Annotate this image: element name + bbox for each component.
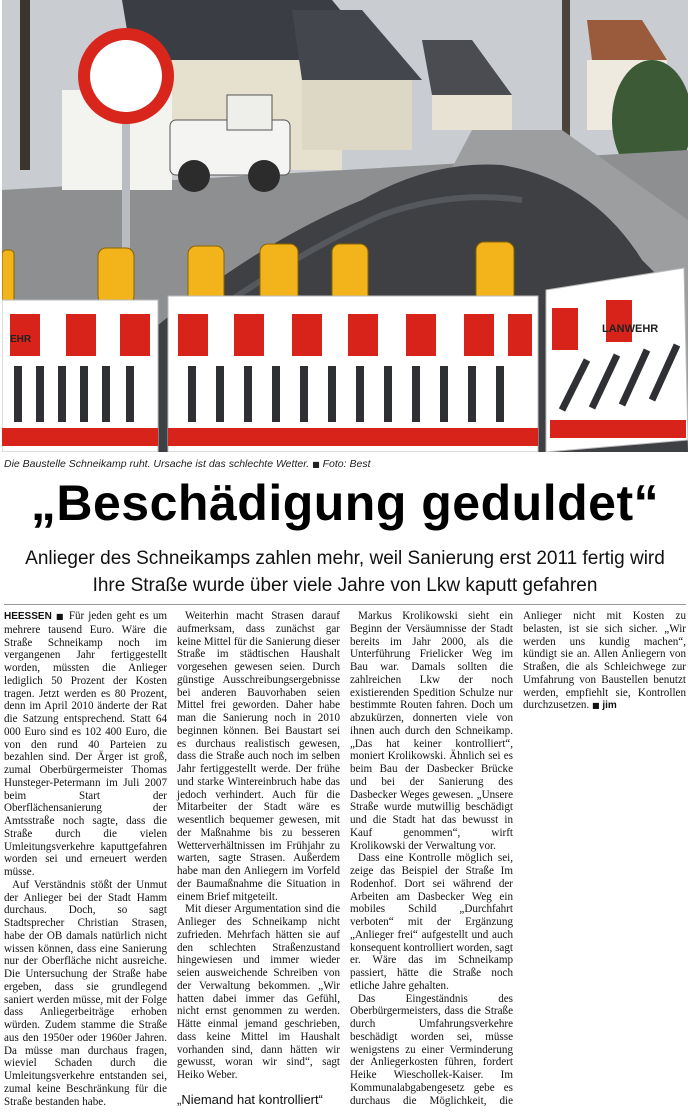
paragraph-text: Für jeden geht es um mehrere tausend Euro. Wäre die Straße Schneikamp noch im vergangenen Jahr fertiggestellt worden, müssten die Anlieger lediglich 50 Prozent der Kosten tragen. Jetzt werden es 80 Prozent, denn im April 2010 änderte der Rat die Satzung entsprechend. Statt 64 000 Euro sind es 102 400 Euro, die von den rund 40 Parteien zu bezahlen sind. Der Ärger ist groß, zumal Oberbürgermeister Thomas Hunsteger-Petermann im Juli 2007 beim Start der Oberflächensanierung der Amtsstraße noch sagte, dass die Straße durch die vielen Umleitungsverkehre kaputtgefahren worden sei und erneuert werden müsse. — [4, 610, 168, 878]
article-subhead: „Niemand hat kontrolliert“ — [177, 1091, 323, 1107]
article-paragraph: Mit dieser Argumentation sind die Anlieger des Schneikamp nicht zufrieden. Mehrfach hätten sie auf den schlechten Straßenzustand hingewiesen und immer wieder seien ausweichende Schreiben von der Verwaltung bekommen. „Wir hatten dabei immer das Gefühl, nicht ernst genommen zu werden. Hätte einmal jemand geschrieben, dass keine Mittel im Haushalt vorhanden sind, dann hätten wir gewusst, woran wir sind“, sagt Heiko Weber. — [177, 903, 340, 1081]
article-paragraph: Auf Verständnis stößt der Unmut der Anlieger bei der Stadt Hamm durchaus. Doch, so sagt Stadtsprecher Christian Strasen, habe der OB damals natürlich nicht wissen können, dass eine Sanierung nur der Oberfläche nicht ausreiche. Die Untersuchung der Straße habe ergeben, dass sie grundlegend saniert werden müsse, mit der Folge dass Anliegerbeiträge erhoben würden. Zudem stamme die Straße aus den 1950er oder 1960er Jahren. Da müsse man durchaus fragen, wieviel Schaden durch die Umleitungsverkehre entstanden sei, zumal keine Beschränkung für die Straße bestanden habe. — [4, 878, 167, 1108]
barrier-logo: LANWEHR — [602, 323, 659, 335]
photo-caption — [4, 458, 684, 470]
subheadline-1: Anlieger des Schneikamps zahlen mehr, weil Sanierung erst 2011 fertig wird — [25, 548, 665, 569]
caption-text: Die Baustelle Schneikamp ruht. Ursache ist das schlechte Wetter. — [4, 458, 310, 470]
divider — [4, 604, 686, 605]
article-paragraph: Weiterhin macht Strasen darauf aufmerksam, dass zunächst gar keine Mittel für die Sanierung dieser Straße im städtischen Haushalt vorgesehen gewesen seien. Durch günstige Ausschreibungsergebnisse bei anderen Bauvorhaben seien Mittel frei geworden. Daher habe man die Sanierung noch in 2010 beginnen können. Bei Baustart sei es durchaus realistisch gewesen, dass die Straße auch noch im selben Jahr fertiggestellt werde. Der frühe und starke Wintereinbruch habe das jedoch verhindert. Auch für die Mitarbeiter der Stadt wäre es wesentlich bequemer gewesen, mit der Maßnahme bis zu besseren Wetterverhältnissen im Frühjahr zu warten, sagte Strasen. Außerdem habe man den Anliegern im Vorfeld der Baumaßnahme die Situation in einem Brief mitgeteilt. — [177, 610, 340, 903]
article-paragraph: Markus Krolikowski sieht ein Beginn der Versäumnisse der Stadt bereits im Jahr 2000, als die Unterführung Frielicker Weg im Bau war. Damals sollten die zahlreichen Lkw der noch existierenden Spedition Schulze nur bestimmte Routen fahren. Doch um abzukürzen, donnerten viele von ihnen auch durch den Schneikamp. „Das hat keiner kontrolliert“, moniert Krolikowski. Ähnlich sei es beim Bau der Dasbecker Brücke und bei der Sanierung des Dasbecker Weges gewesen. „Unsere Straße wurde mutwillig beschädigt und die Stadt hat das bewusst in Kauf genommen“, wirft Krolikowski der Verwaltung vor. — [350, 610, 513, 852]
caption-credit: Foto: Best — [322, 458, 371, 470]
headline: „Beschädigung geduldet“ — [30, 475, 660, 531]
author: jim — [602, 700, 617, 712]
article-paragraph — [4, 610, 167, 879]
dateline: HEESSEN — [4, 611, 52, 622]
article-paragraph: Dass eine Kontrolle möglich sei, zeige das Beispiel der Straße Im Rodenhof. Dort sei während der Arbeiten am Dasbecker Weg ein mobiles Schild „Durchfahrt verboten“ mit der Ergänzung „Anlieger frei“ aufgestellt und auch konsequent kontrolliert worden, sagt er. Wäre das im Schneikamp passiert, hätte die Straße noch etliche Jahre gehalten. — [350, 852, 513, 992]
square-bullet-icon: ■ — [55, 612, 65, 621]
square-bullet-icon: ■ — [312, 460, 320, 469]
construction-site-photo — [2, 0, 688, 452]
article-body — [4, 610, 686, 1110]
paragraph-text: Das Eingeständnis des Oberbürgermeisters, dass die Straße durch Umfahrungsverkehre beschädigt worden sei, müsse wenigstens zu einer Verminderung der Anliegerkosten führen, fordert Heike Wieschollek-Kaiser. Im Kommunalabgabengesetz gebe es durchaus die Möglichkeit, die Anlieger nicht mit Kosten zu belasten, ist sie sich sicher. „Wir werden uns kundig machen“, kündigt sie an. Allen Anliegern von Straßen, die als Schleichwege zur Umfahrung von Baustellen benutzt werden, empfiehlt sie, Kontrollen durchzusetzen. — [350, 610, 686, 1107]
barrier-logo-left: EHR — [10, 334, 32, 345]
subheadline-2: Ihre Straße wurde über viele Jahre von Lkw kaputt gefahren — [92, 575, 598, 596]
square-bullet-icon: ■ — [592, 701, 600, 711]
